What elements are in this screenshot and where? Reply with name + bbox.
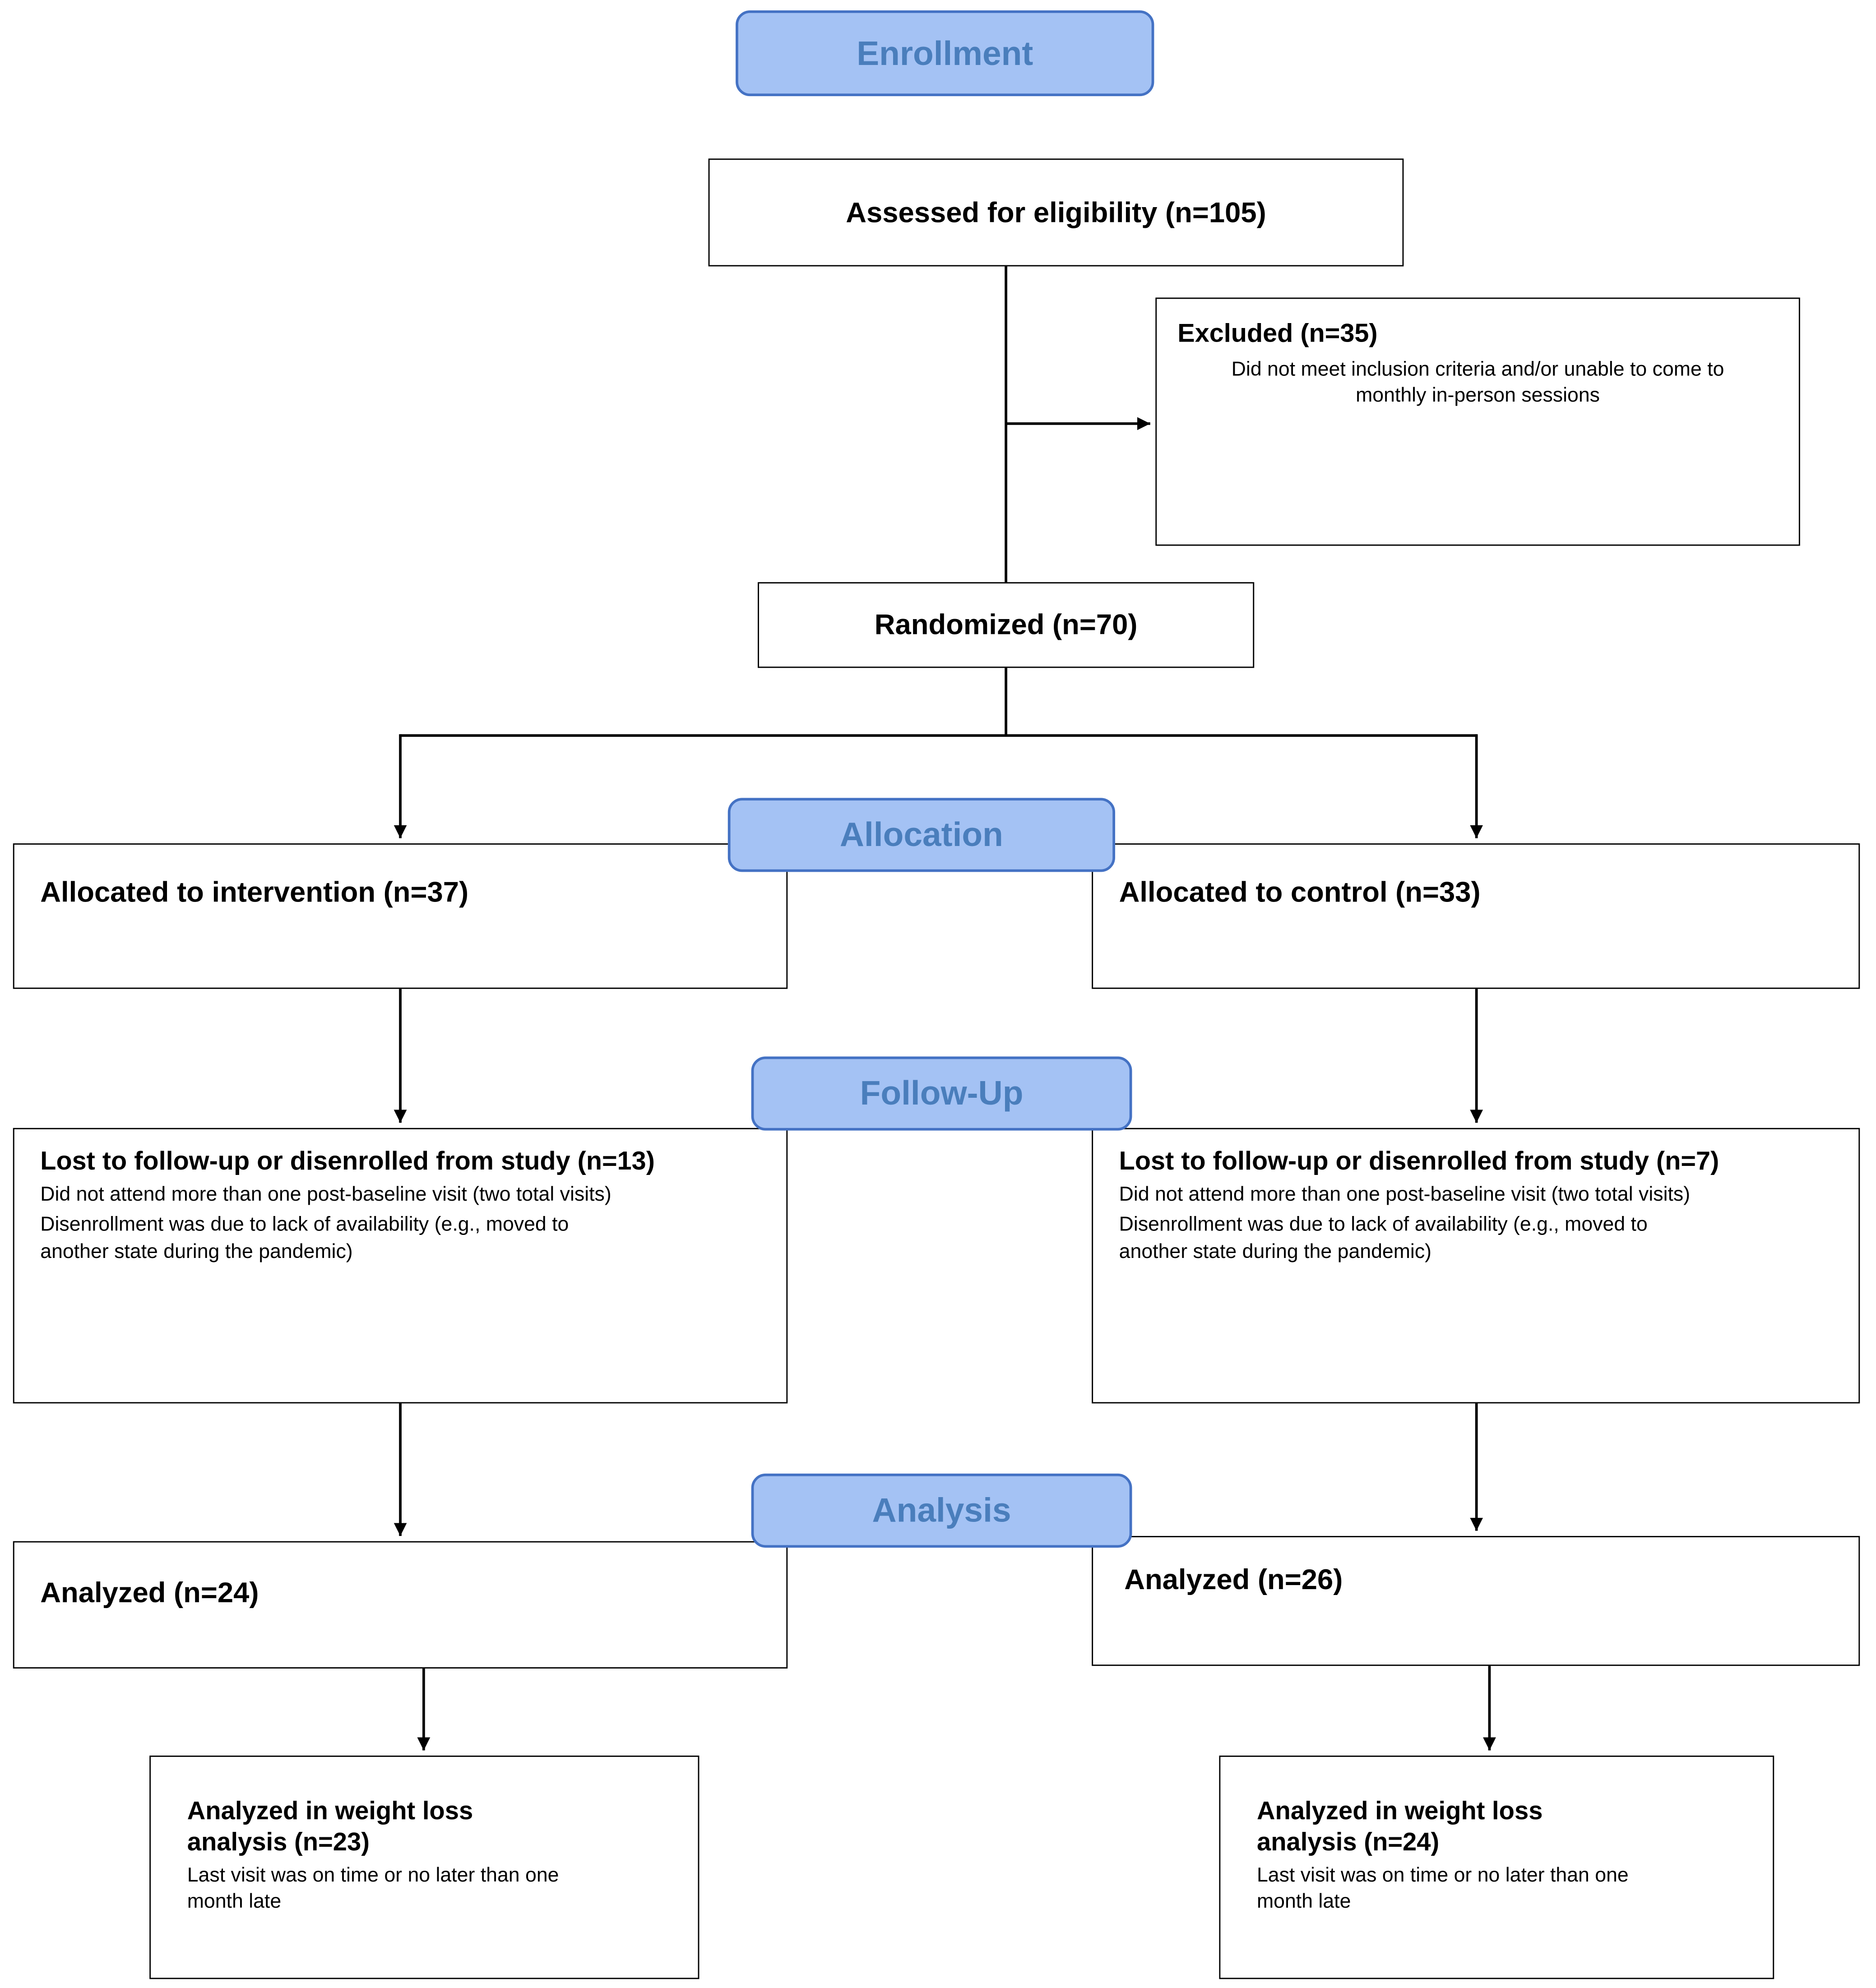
enrollment-badge xyxy=(736,10,1154,96)
analyzed-control-title: Analyzed (n=26) xyxy=(1124,1563,1343,1596)
analyzed-intervention-box xyxy=(13,1541,787,1669)
followup-badge-label: Follow-Up xyxy=(860,1073,1024,1113)
followup-badge xyxy=(751,1056,1132,1130)
followup-control-detail1: Did not attend more than one post-baseline visit (two total visits) xyxy=(1119,1183,1691,1206)
followup-intervention-title: Lost to follow-up or disenrolled from study (n=13) xyxy=(40,1147,655,1176)
weightloss-intervention-title: Analyzed in weight loss analysis (n=23) xyxy=(187,1797,473,1858)
followup-control-title: Lost to follow-up or disenrolled from study (n=7) xyxy=(1119,1147,1719,1176)
randomized-box xyxy=(758,582,1254,668)
allocation-badge xyxy=(728,798,1115,872)
weightloss-control-title: Analyzed in weight loss analysis (n=24) xyxy=(1256,1797,1543,1858)
followup-control-detail2: Disenrollment was due to lack of availability (e.g., moved to another state during the pandemic) xyxy=(1119,1214,1648,1262)
allocated-control-box xyxy=(1092,843,1860,989)
analysis-badge xyxy=(751,1474,1132,1548)
followup-control-box xyxy=(1092,1128,1860,1404)
followup-intervention-box xyxy=(13,1128,787,1404)
assessed-title: Assessed for eligibility (n=105) xyxy=(846,195,1266,228)
allocation-badge-label: Allocation xyxy=(839,814,1003,854)
enrollment-badge-label: Enrollment xyxy=(857,33,1033,72)
followup-intervention-detail1: Did not attend more than one post-baseline visit (two total visits) xyxy=(40,1183,611,1206)
analysis-badge-label: Analysis xyxy=(872,1490,1011,1530)
allocated-intervention-box xyxy=(13,843,787,989)
excluded-detail: Did not meet inclusion criteria and/or unable to come to monthly in-person sessions xyxy=(1231,358,1724,407)
excluded-box xyxy=(1155,298,1800,546)
analyzed-intervention-title: Analyzed (n=24) xyxy=(40,1576,259,1609)
excluded-title: Excluded (n=35) xyxy=(1177,319,1378,348)
analyzed-control-box xyxy=(1092,1536,1860,1666)
randomized-title: Randomized (n=70) xyxy=(874,608,1138,641)
weightloss-intervention-box xyxy=(149,1756,699,1979)
assessed-box xyxy=(709,158,1404,266)
followup-intervention-detail2: Disenrollment was due to lack of availability (e.g., moved to another state during the pandemic) xyxy=(40,1214,569,1262)
weightloss-intervention-detail: Last visit was on time or no later than one month late xyxy=(187,1864,559,1913)
allocated-intervention-title: Allocated to intervention (n=37) xyxy=(40,876,469,909)
weightloss-control-box xyxy=(1219,1756,1774,1979)
allocated-control-title: Allocated to control (n=33) xyxy=(1119,876,1481,909)
weightloss-control-detail: Last visit was on time or no later than one month late xyxy=(1256,1864,1629,1913)
